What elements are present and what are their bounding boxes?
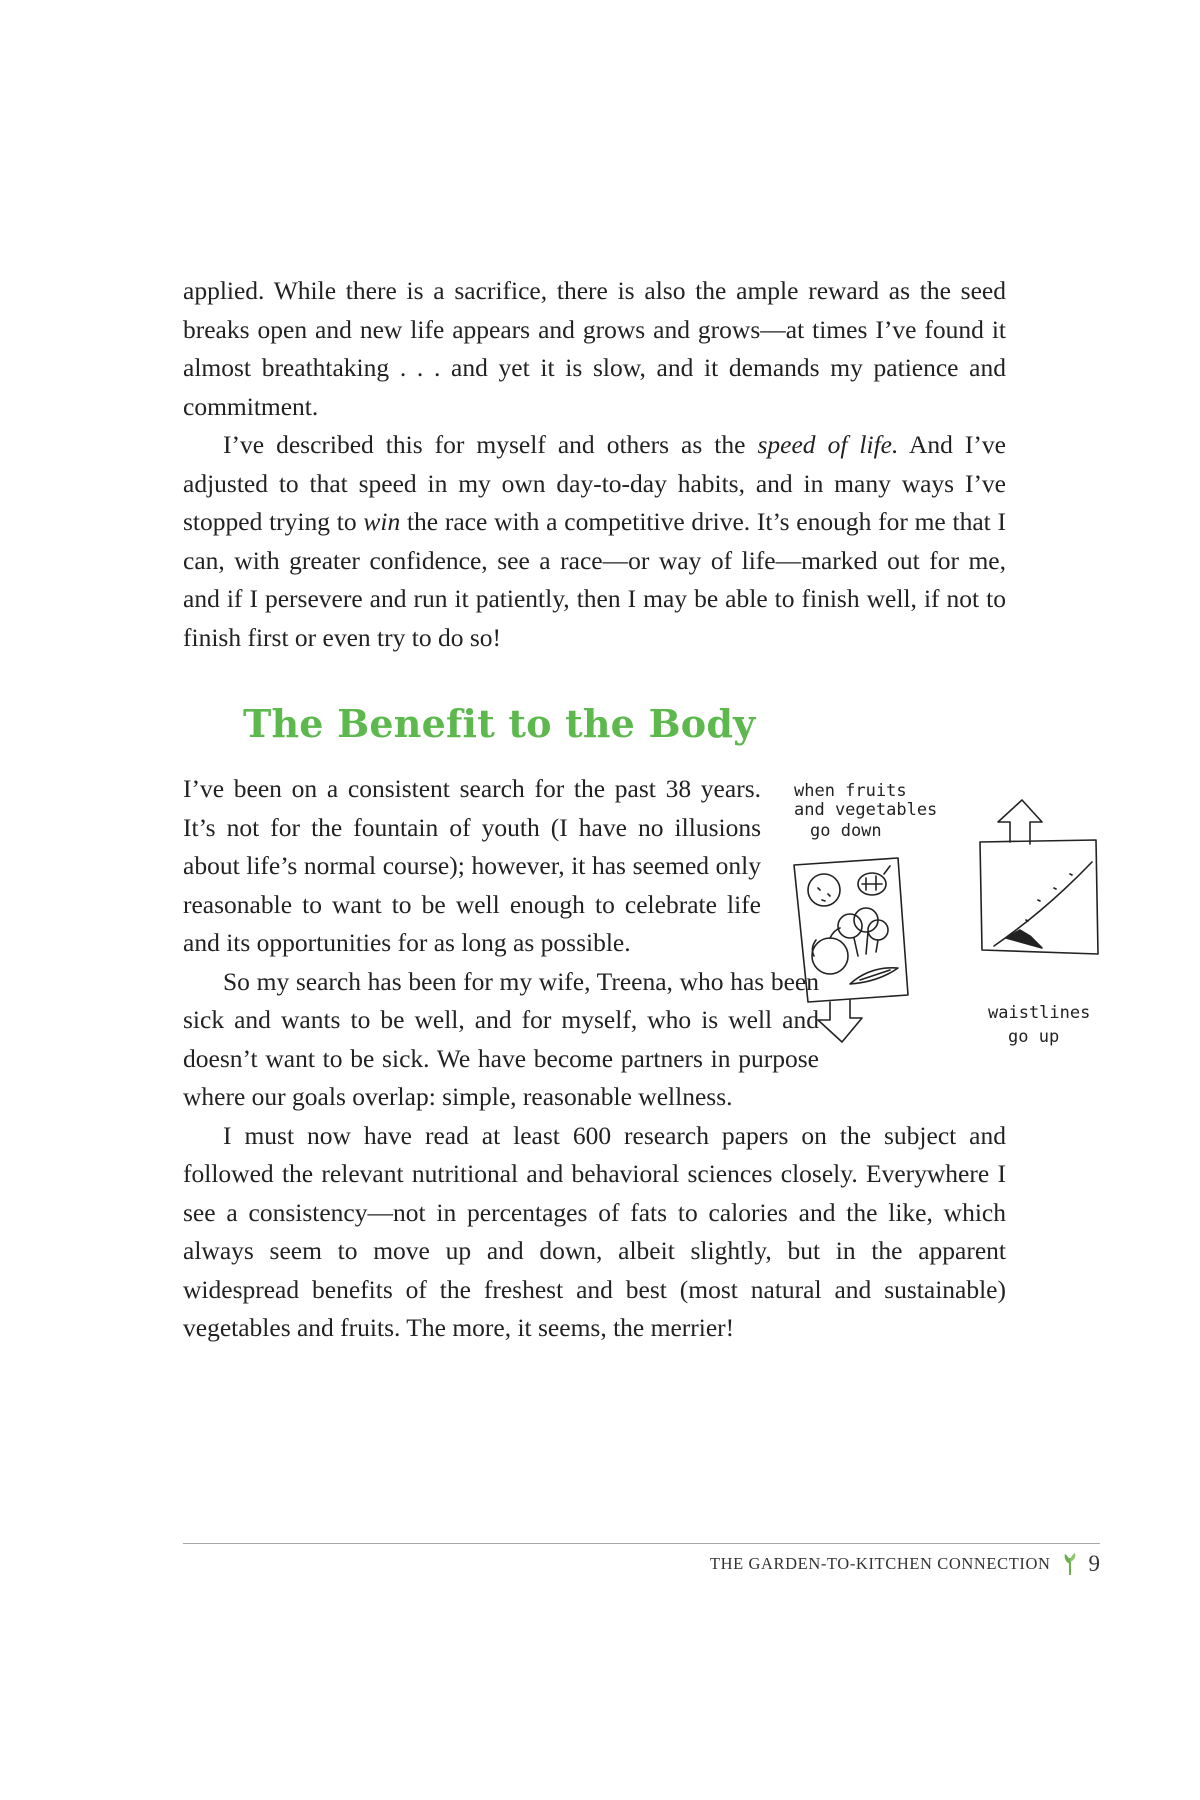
- paragraph: I must now have read at least 600 research papers on the subject and followed the relevant nutritional and behavioral sciences closely. Everywhere I see a consistency—not in percentages of fats to calories and the like, which always seem to move up and down, albeit slightly, but in the apparent widespread benefits of the freshest and best (most natural and sustainable) vegetables and fruits. The more, it seems, the merrier!: [183, 1120, 1006, 1342]
- sprout-icon-graphic: [1063, 1552, 1077, 1576]
- sprout-icon: [1063, 1552, 1077, 1576]
- illustration-caption-line: go up: [1008, 1027, 1060, 1047]
- hand-drawn-illustration: [780, 770, 1120, 1070]
- paragraph: So my search has been for my wife, Treena, who has been sick and wants to be well, and for myself, who is well and doesn’t want to be sick. We have become partners in purpose where our goals overlap: simple, reasonable wellness.: [183, 966, 819, 1111]
- paragraph-speed-of-life: [183, 426, 1006, 657]
- text-run: And I’ve adjusted to that speed in my own day-to-day habits, and in many ways I’ve stopped trying to: [183, 430, 1006, 536]
- illustration-caption-line: waistlines: [988, 1003, 1091, 1023]
- text-run: I’ve described this for myself and others as the: [223, 430, 758, 459]
- italic-text: win: [363, 507, 401, 536]
- paragraph: I’ve been on a consistent search for the past 38 years. It’s not for the fountain of youth (I have no illusions about life’s normal course); however, it has seemed only reasonable to want to be well enough to celebrate life and its opportunities for as long as possible.: [183, 774, 761, 957]
- section-heading: The Benefit to the Body: [243, 701, 756, 746]
- body-text-section-1: [183, 272, 1006, 657]
- illustration-caption-line: and vegetables: [794, 800, 938, 820]
- paragraph: applied. While there is a sacrifice, there is also the ample reward as the seed breaks open and new life appears and grows and grows—at times I’ve found it almost breathtaking . . . and yet it is slow, and it demands my patience and commitment.: [183, 276, 1006, 421]
- illustration-drawing: [780, 770, 1120, 1070]
- footer-divider: [183, 1543, 1100, 1544]
- page-footer: [710, 1551, 1100, 1577]
- illustration-caption-line: go down: [810, 821, 882, 841]
- page-number: 9: [1088, 1551, 1100, 1576]
- illustration-caption-line: when fruits: [794, 781, 907, 801]
- text-run: the race with a competitive drive. It’s enough for me that I can, with greater confidence, see a race—or way of life—marked out for me, and if I persevere and run it patiently, then I may be able to finish well, if not to finish first or even try to do so!: [183, 507, 1006, 652]
- running-head: THE GARDEN-TO-KITCHEN CONNECTION: [709, 1554, 1051, 1573]
- italic-text: speed of life.: [757, 430, 899, 459]
